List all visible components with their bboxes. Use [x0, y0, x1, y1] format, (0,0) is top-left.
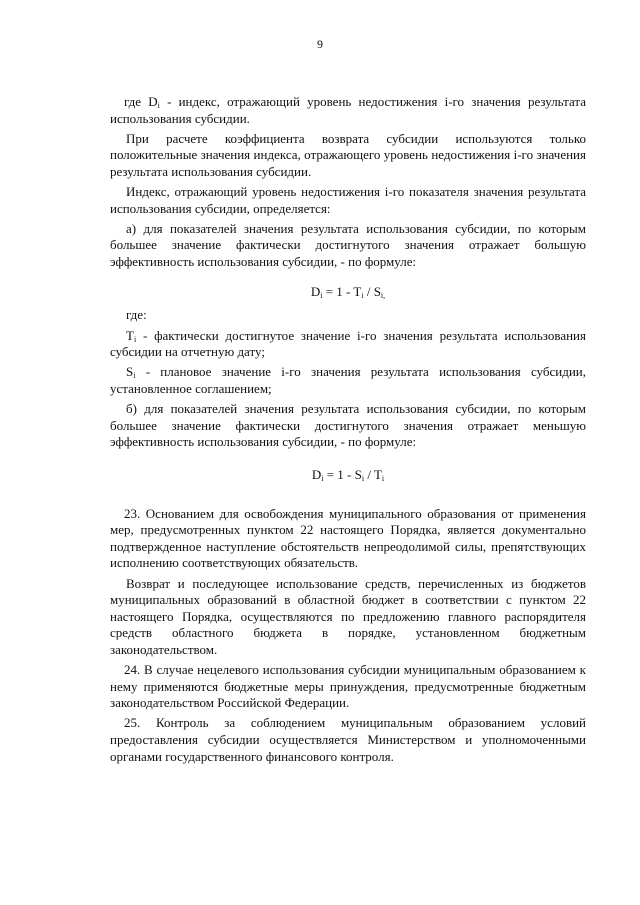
formula-text: = 1 - T: [322, 284, 362, 300]
subscript: i: [133, 334, 137, 344]
formula-b: [110, 466, 586, 483]
where-label: где:: [126, 307, 147, 323]
paragraph-si-definition: [110, 364, 586, 397]
document-body: [110, 94, 586, 769]
formula-a: [110, 283, 586, 300]
text-segment: S: [126, 364, 134, 380]
formula-text: D: [310, 284, 321, 300]
paragraph-di-definition: [110, 94, 586, 127]
text-segment: - индекс, отражающий уровень недостижения i-го значения результата использования субсидии.: [110, 94, 586, 126]
formula-text: / S: [363, 284, 381, 300]
formula-text: / T: [364, 466, 382, 482]
text-segment: - фактически достигнутое значение i-го значения результата использования субсидии на отчетную дату;: [110, 327, 586, 360]
paragraph-ti-definition: [110, 328, 586, 361]
paragraph-case-a: а) для показателей значения результата использования субсидии, по которым большее значение фактически достигнутого значения отражает большую эффективность использования субсидии, - по формуле:: [110, 220, 586, 269]
paragraph-return: Возврат и последующее использование средств, перечисленных из бюджетов муниципальных образований в областной бюджет в соответствии с пунктом 22 настоящего Порядка, осуществляются по предложению главного распорядителя средств областного бюджета в порядке, установленном бюджетным законодательством.: [110, 575, 586, 657]
paragraph-25: 25. Контроль за соблюдением муниципальным образованием условий предоставления субсидии осуществляется Министерством и уполномоченными органами государственного финансового контроля.: [110, 715, 586, 764]
paragraph-24: 24. В случае нецелевого использования субсидии муниципальным образованием к нему применяются бюджетные меры принуждения, предусмотренные бюджетным законодательством Российской Федерации.: [110, 662, 586, 711]
subscript: i,: [380, 291, 386, 301]
formula-text: D: [311, 466, 322, 482]
subscript: i: [320, 291, 323, 301]
paragraph-coefficient: При расчете коэффициента возврата субсидии используются только положительные значения индекса, отражающего уровень недостижения i-го значения результата использования субсидии.: [110, 130, 586, 179]
paragraph-23: 23. Основанием для освобождения муниципального образования от применения мер, предусмотренных пунктом 22 настоящего Порядка, является документально подтвержденное наступление обстоятельств непреодолимой силы, препятствующих исполнению соответствующих обязательств.: [110, 505, 586, 571]
paragraph-case-b: б) для показателей значения результата использования субсидии, по которым большее значение фактически достигнутого значения отражает меньшую эффективность использования субсидии, - по формуле:: [110, 400, 586, 450]
subscript: i: [381, 473, 385, 483]
text-segment: - плановое значение i-го значения результата использования субсидии, установленное соглашением;: [110, 364, 586, 396]
paragraph-index-definition: Индекс, отражающий уровень недостижения i-го показателя значения результата использования субсидии, определяется:: [110, 183, 586, 216]
page-number: 9: [317, 37, 323, 51]
formula-text: = 1 - S: [323, 466, 362, 482]
text-segment: T: [126, 327, 134, 343]
subscript: i: [361, 473, 365, 483]
subscript: i: [133, 371, 136, 381]
subscript: i: [157, 101, 160, 110]
subscript: i: [321, 473, 324, 483]
text-segment: где D: [124, 94, 158, 109]
subscript: i: [361, 291, 364, 301]
